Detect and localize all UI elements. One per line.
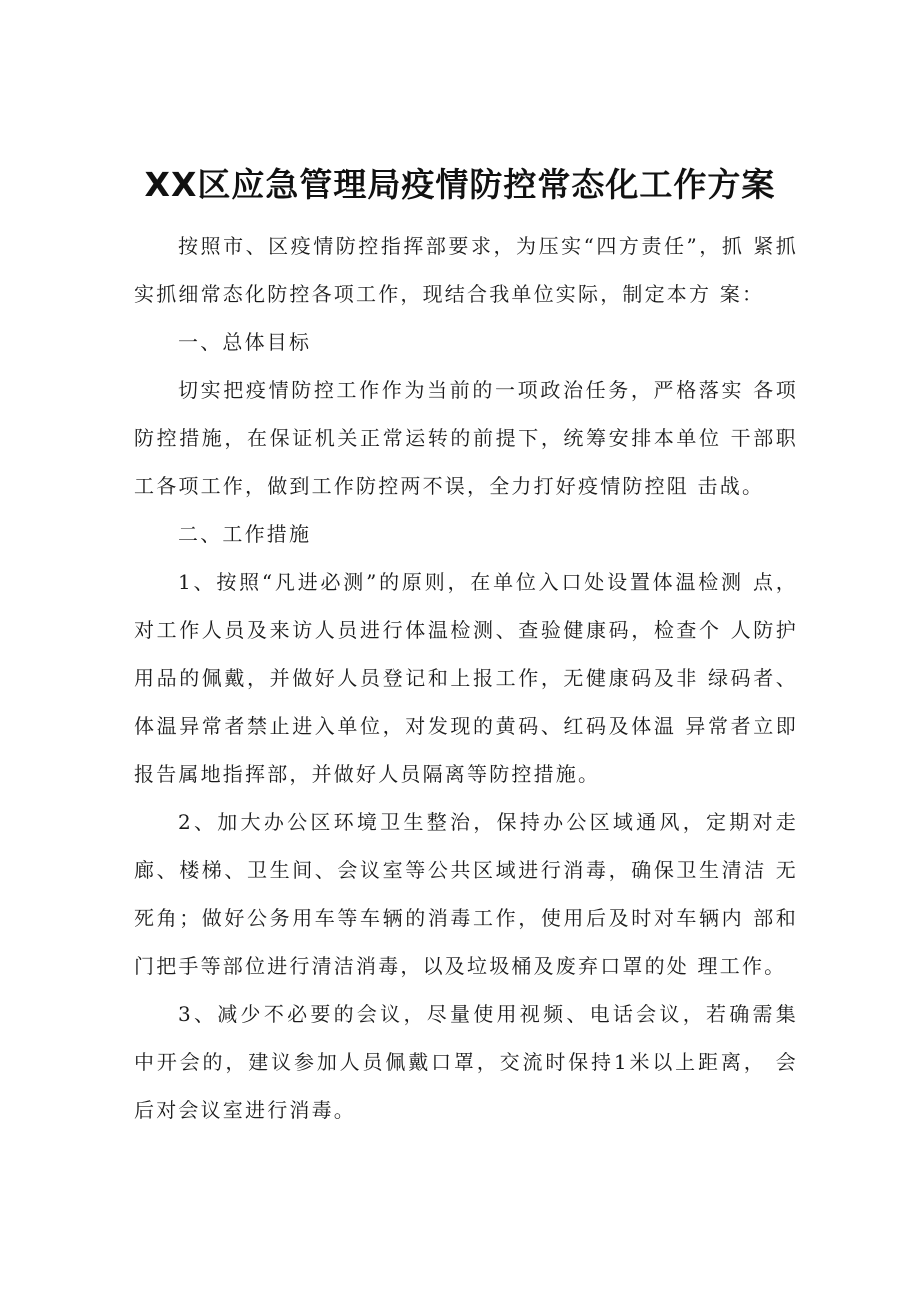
section-heading-work-measures: 二、工作措施 <box>178 522 312 546</box>
intro-paragraph: 按照市、区疫情防控指挥部要求，为压实“四方责任”，抓 紧抓实抓细常态化防控各项工作，现结合我单位实际，制定本方 案： <box>134 234 798 306</box>
measure-1-paragraph: 1、按照“凡进必测”的原则，在单位入口处设置体温检测 点，对工作人员及来访人员进行体温检测、查验健康码，检查个 人防护用品的佩戴，并做好人员登记和上报工作，无健康码及非 绿码者、体温异常者禁止进入单位，对发现的黄码、红码及体温 异常者立即报告属地指挥部，并做好人员隔离等防控措施。 <box>134 570 798 786</box>
measure-2-paragraph: 2、加大办公区环境卫生整治，保持办公区域通风，定期对走 廊、楼梯、卫生间、会议室等公共区域进行消毒，确保卫生清洁 无死角；做好公务用车等车辆的消毒工作，使用后及时对车辆内 部和门把手等部位进行清洁消毒，以及垃圾桶及废弃口罩的处 理工作。 <box>134 810 798 978</box>
section-heading-overall-goal: 一、总体目标 <box>178 330 312 354</box>
measure-3-paragraph: 3、减少不必要的会议，尽量使用视频、电话会议，若确需集 中开会的，建议参加人员佩戴口罩，交流时保持1米以上距离， 会后对会议室进行消毒。 <box>134 1002 798 1122</box>
document-title: XX区应急管理局疫情防控常态化工作方案 <box>144 165 776 204</box>
document-body <box>134 222 798 1134</box>
overall-goal-paragraph: 切实把疫情防控工作作为当前的一项政治任务，严格落实 各项防控措施，在保证机关正常运转的前提下，统筹安排本单位 干部职工各项工作，做到工作防控两不误，全力打好疫情防控阻 击战。 <box>134 378 798 498</box>
